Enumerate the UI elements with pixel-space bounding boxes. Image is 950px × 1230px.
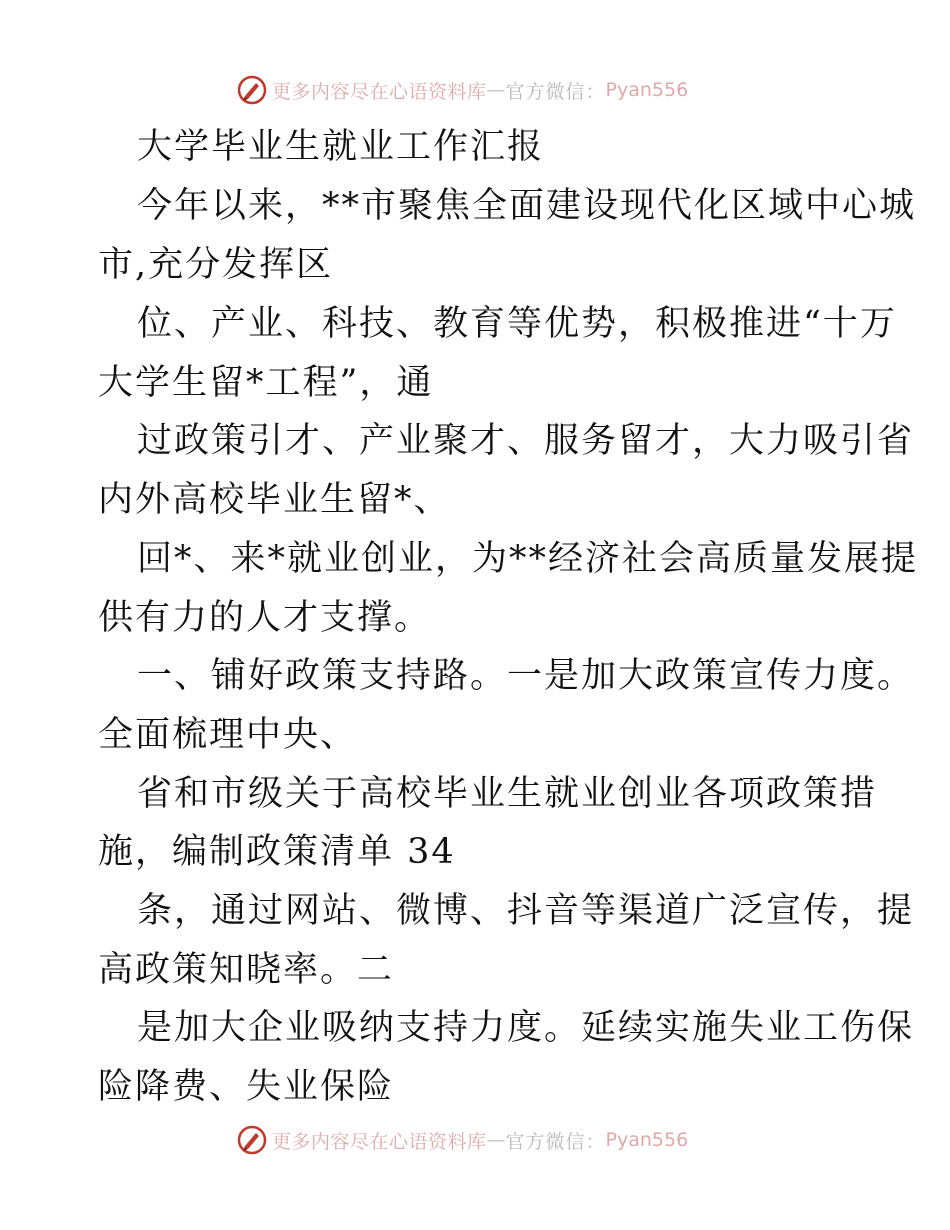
banner-label: 官方微信： [505, 80, 606, 103]
body-line: 施，编制政策清单 34 [98, 832, 456, 872]
body-line: 供有力的人才支撑。 [98, 598, 432, 638]
body-line: 内外高校毕业生留*、 [98, 480, 451, 520]
body-line: 市,充分发挥区 [98, 245, 334, 285]
banner-text: 更多内容尽在心语资料库 [272, 80, 487, 103]
body-line: 全面梳理中央、 [98, 715, 358, 755]
banner-separator: — [486, 79, 506, 101]
body-line: 今年以来，**市聚焦全面建设现代化区域中心城 [137, 186, 917, 226]
body-line: 大学生留*工程”，通 [98, 363, 434, 403]
banner-handle: Pyan556 [605, 79, 689, 101]
body-line: 过政策引才、产业聚才、服务留才，大力吸引省 [137, 421, 915, 461]
document-title: 大学毕业生就业工作汇报 [137, 127, 545, 167]
section-heading-line: 一、铺好政策支持路。一是加大政策宣传力度。 [137, 656, 915, 696]
body-line: 位、产业、科技、教育等优势，积极推进“十万 [137, 304, 897, 344]
footer-watermark-banner [236, 1123, 716, 1157]
body-line: 条，通过网站、微博、抖音等渠道广泛宣传，提 [137, 891, 915, 931]
banner-separator: — [486, 1129, 506, 1151]
banner-text: 更多内容尽在心语资料库 [272, 1130, 487, 1153]
body-line: 险降费、失业保险 [98, 1067, 395, 1107]
body-line: 高政策知晓率。二 [98, 950, 395, 990]
pen-seal-icon [236, 1124, 268, 1156]
body-line: 回*、来*就业创业，为**经济社会高质量发展提 [137, 539, 919, 579]
body-line: 省和市级关于高校毕业生就业创业各项政策措 [137, 774, 878, 814]
pen-seal-icon [236, 74, 268, 106]
banner-label: 官方微信： [505, 1130, 606, 1153]
header-watermark-banner [236, 73, 716, 107]
body-line: 是加大企业吸纳支持力度。延续实施失业工伤保 [137, 1008, 915, 1048]
banner-handle: Pyan556 [605, 1129, 689, 1151]
